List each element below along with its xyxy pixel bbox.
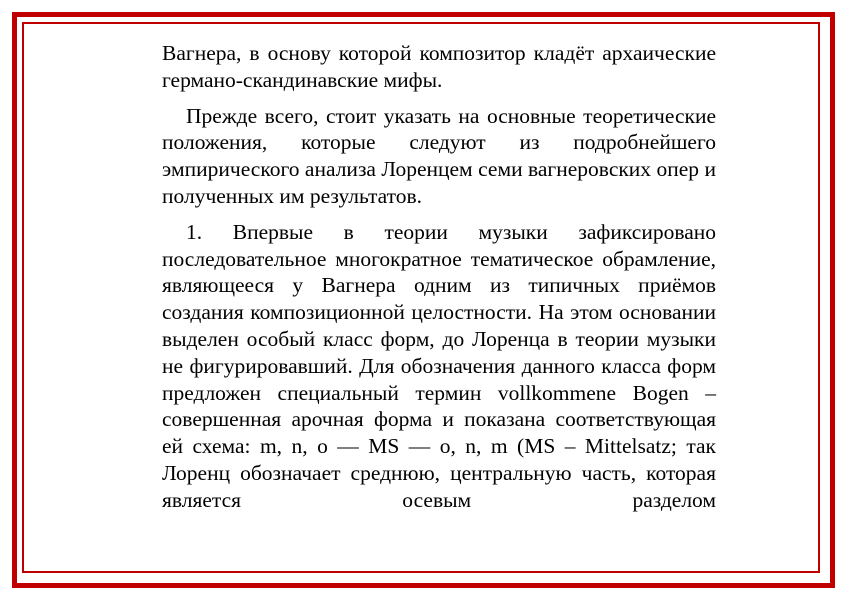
- paragraph-intro: Прежде всего, стоит указать на основные теоретические положения, которые следуют из подробнейшего эмпирического анализа Лоренцем семи вагнеровских опер и полученных им результатов.: [162, 103, 716, 208]
- paragraph-continuation: Вагнера, в основу которой композитор кладёт архаические германо-скандинавские мифы.: [162, 41, 716, 92]
- paragraph-point-1: 1. Впервые в теории музыки зафиксировано последовательное многократное тематическое обрамление, являющееся у Вагнера одним из типичных приёмов создания композиционной целостности. На этом основании выделен особый класс форм, до Лоренца в теории музыки не фигурировавший. Для обозначения данного класса форм предложен специальный термин vollkommene Bogen – совершенная арочная форма и показана соответствующая ей схема: m, n, o — MS — o, n, m (MS – Mittelsatz; так Лоренц обозначает среднюю, центральную часть, которая является осевым разделом: [162, 219, 716, 512]
- document-body: [162, 40, 716, 514]
